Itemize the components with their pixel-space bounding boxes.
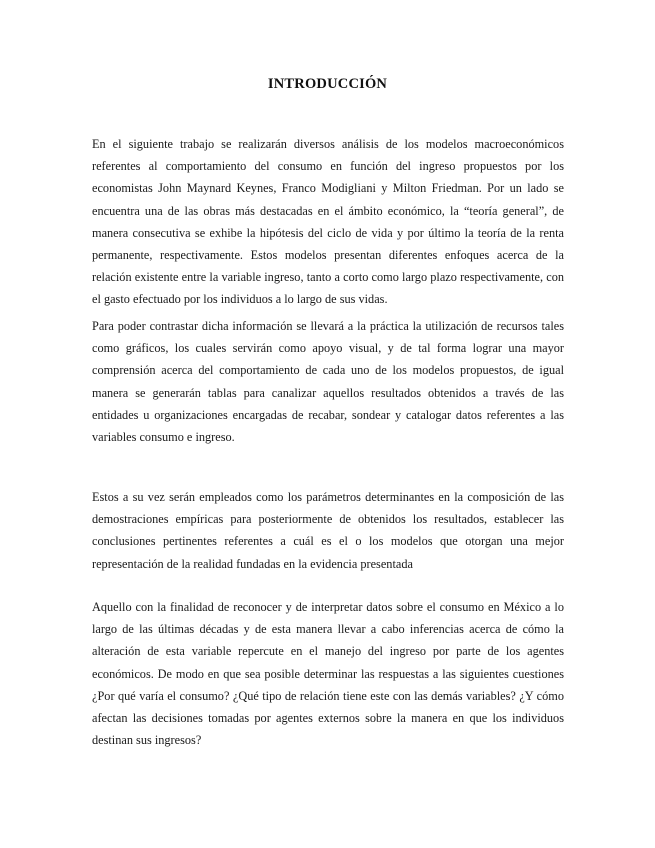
paragraph-2: Para poder contrastar dicha información se llevará a la práctica la utilización de recursos tales como gráficos, los cuales servirán como apoyo visual, y de tal forma lograr una mayor comprensión acerca del comportamiento de cada uno de los modelos propuestos, de igual manera se generarán tablas para canalizar aquellos resultados obtenidos a través de las entidades u organizaciones encargadas de recabar, sondear y catalogar datos referentes a las variables consumo e ingreso. — [92, 319, 564, 445]
paragraph-1: En el siguiente trabajo se realizarán diversos análisis de los modelos macroeconómicos referentes al comportamiento del consumo en función del ingreso propuestos por los economistas John Maynard Keynes, Franco Modigliani y Milton Friedman. Por un lado se encuentra una de las obras más destacadas en el ámbito económico, la “teoría general”, de manera consecutiva se exhibe la hipótesis del ciclo de vida y por último la teoría de la renta permanente, respectivamente. Estos modelos presentan diferentes enfoques acerca de la relación existente entre la variable ingreso, tanto a corto como largo plazo respectivamente, con el gasto efectuado por los individuos a lo largo de sus vidas. — [92, 137, 564, 307]
paragraph-4: Aquello con la finalidad de reconocer y de interpretar datos sobre el consumo en México a lo largo de las últimas décadas y de esta manera llevar a cabo inferencias acerca de cómo la alteración de esta variable repercute en el manejo del ingreso por parte de los agentes económicos. De modo en que sea posible determinar las respuestas a las siguientes cuestiones ¿Por qué varía el consumo? ¿Qué tipo de relación tiene este con las demás variables? ¿Y cómo afectan las decisiones tomadas por agentes externos sobre la manera en que los individuos destinan sus ingresos? — [92, 600, 564, 748]
paragraph-3: Estos a su vez serán empleados como los parámetros determinantes en la composición de las demostraciones empíricas para posteriormente de obtenidos los resultados, establecer las conclusiones pertinentes referentes a cuál es el o los modelos que otorgan una mejor representación de la realidad fundadas en la evidencia presentada — [92, 490, 564, 571]
page-title: INTRODUCCIÓN — [267, 76, 388, 92]
